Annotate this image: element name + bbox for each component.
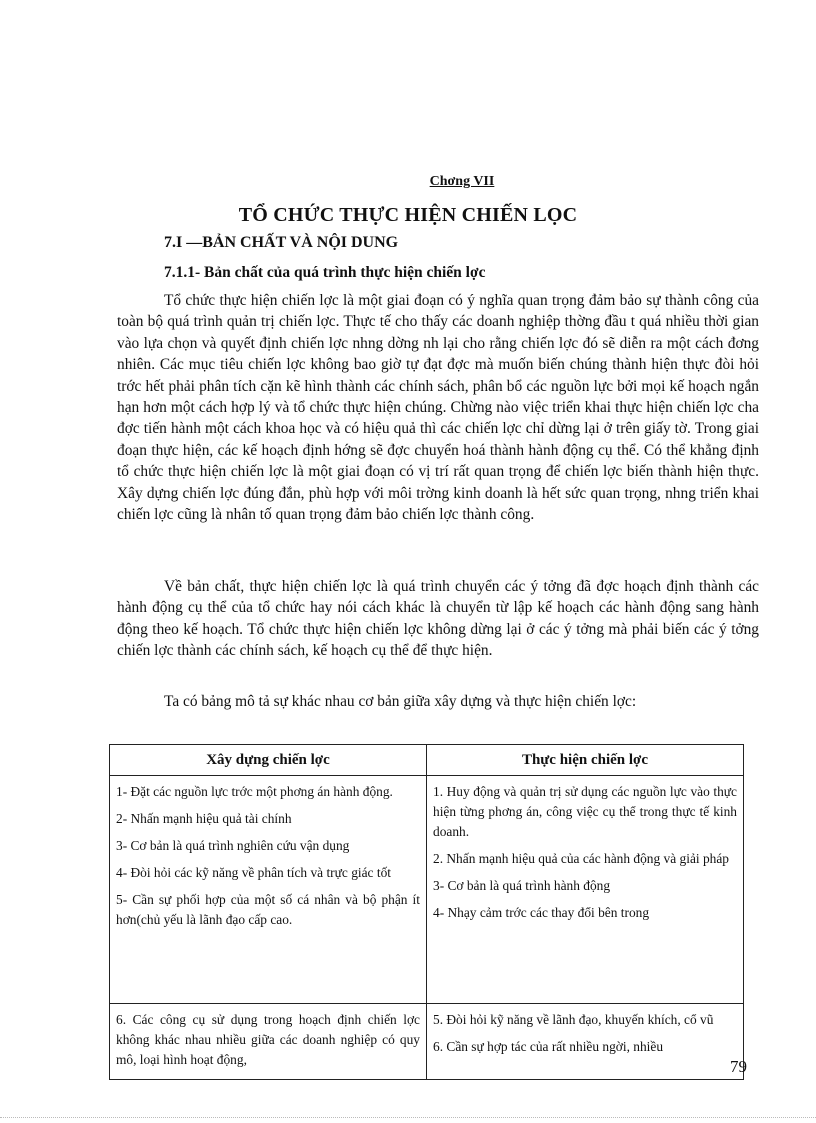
- list-item: 1. Huy động và quản trị sử dụng các nguồn lực vào thực hiện từng phơng án, công việc cụ thể trong thực tế kinh doanh.: [433, 784, 737, 839]
- page-number: 79: [730, 1057, 747, 1076]
- subsection-heading: 7.1.1- Bản chất của quá trình thực hiện chiến lợc: [164, 264, 486, 281]
- list-item: 4- Nhạy cảm trớc các thay đổi bên trong: [433, 905, 650, 920]
- paragraph-3-block: [117, 691, 759, 712]
- list-item: 2. Nhấn mạnh hiệu quả của các hành động và giải pháp: [433, 851, 729, 866]
- paragraph-2-block: [117, 576, 759, 662]
- chapter-text: Chơng VII: [429, 174, 495, 189]
- chapter-title: TỔ CHỨC THỰC HIỆN CHIẾN LỌC: [238, 204, 578, 226]
- paragraph-1-block: [117, 290, 759, 525]
- list-item: 6. Cần sự hợp tác của rất nhiều ngời, nhiều: [433, 1039, 664, 1054]
- list-item: 5- Cần sự phối hợp của một số cá nhân và bộ phận ít hơn(chủ yếu là lãnh đạo cấp cao.: [116, 892, 420, 927]
- list-item: 5. Đòi hỏi kỹ năng về lãnh đạo, khuyến khích, cổ vũ: [433, 1012, 714, 1027]
- table-cell-formulation: [110, 1004, 427, 1080]
- list-item: 6. Các công cụ sử dụng trong hoạch định chiến lợc không khác nhau nhiều giữa các doanh nghiệp có quy mô, loại hình hoạt động,: [116, 1012, 420, 1067]
- header-strategy-formulation: Xây dựng chiến lợc: [110, 745, 427, 776]
- paragraph-1: Tổ chức thực hiện chiến lợc là một giai đoạn có ý nghĩa quan trọng đảm bảo sự thành công của toàn bộ quá trình quản trị chiến lợc. Thực tế cho thấy các doanh nghiệp thờng đầu t quá nhiều thời gian vào lựa chọn và quyết định chiến lợc nhng dờng nh lại cho rằng chiến lợc đó sẽ diễn ra một cách đơng nhiên. Các mục tiêu chiến lợc không bao giờ tự đạt đợc mà muốn biến chúng thành hiện thực đòi hỏi trớc hết phải phân tích cặn kẽ hình thành các chính sách, phân bổ các nguồn lực bởi mọi kế hoạch ngắn hạn hơn một cách hợp lý và tổ chức thực hiện chúng. Chừng nào việc triển khai thực hiện chiến lợc cha đợc tiến hành một cách khoa học và có hiệu quả thì các chiến lợc chỉ dừng lại ở trên giấy tờ. Trong giai đoạn thực hiện, các kế hoạch định hớng sẽ đợc chuyển hoá thành hành động cụ thể. Có thể khẳng định tổ chức thực hiện chiến lợc là một giai đoạn có vị trí rất quan trọng để chiến lợc biến thành hiện thực. Xây dựng chiến lợc đúng đắn, phù hợp với môi trờng kinh doanh là hết sức quan trọng, nhng triển khai chiến lợc cũng là nhân tố quan trọng đảm bảo chiến lợc thành công.: [117, 292, 759, 524]
- table-row: [110, 1004, 744, 1080]
- table-header-row: [110, 745, 744, 776]
- paragraph-2: Về bản chất, thực hiện chiến lợc là quá trình chuyển các ý tởng đã đợc hoạch định thành các hành động cụ thể của tổ chức hay nói cách khác là chuyển từ lập kế hoạch các hành động sang hành động theo kế hoạch. Tổ chức thực hiện chiến lợc không dừng lại ở các ý tởng mà phải biến các ý tởng chiến lợc thành các chính sách, kế hoạch cụ thể để thực hiện.: [117, 578, 759, 660]
- comparison-table: [109, 744, 744, 1080]
- chapter-label: [0, 174, 816, 190]
- list-item: 4- Đòi hỏi các kỹ năng về phân tích và trực giác tốt: [116, 865, 391, 880]
- list-item: 1- Đặt các nguồn lực trớc một phơng án hành động.: [116, 784, 393, 799]
- list-item: 2- Nhấn mạnh hiệu quả tài chính: [116, 811, 292, 826]
- list-item: 3- Cơ bản là quá trình nghiên cứu vận dụng: [116, 838, 350, 853]
- paragraph-3: Ta có bảng mô tả sự khác nhau cơ bản giữa xây dựng và thực hiện chiến lợc:: [164, 693, 637, 710]
- table-cell-implementation: [427, 776, 744, 1004]
- table-row: [110, 776, 744, 1004]
- section-heading: 7.I —BẢN CHẤT VÀ NỘI DUNG: [164, 234, 399, 251]
- list-item: 3- Cơ bản là quá trình hành động: [433, 878, 611, 893]
- page-bottom-divider: [0, 1117, 816, 1118]
- table-cell-formulation: [110, 776, 427, 1004]
- table-cell-implementation: [427, 1004, 744, 1080]
- header-strategy-implementation: Thực hiện chiến lợc: [427, 745, 744, 776]
